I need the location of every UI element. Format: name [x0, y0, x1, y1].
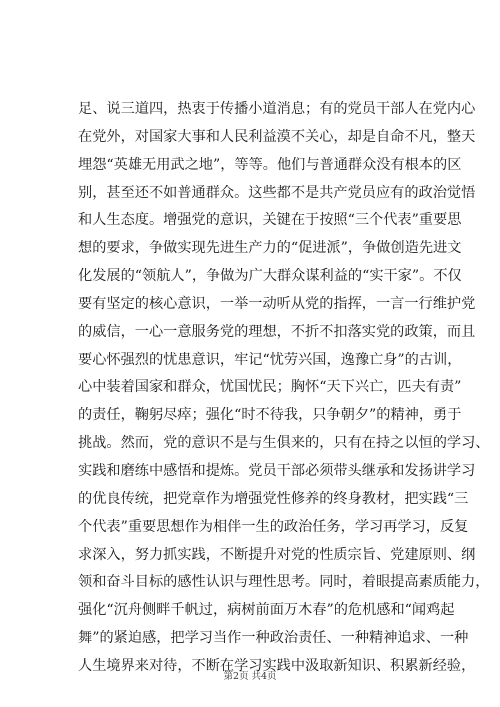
text-line: 想的要求，争做实现先进生产力的“促进派”，争做创造先进文: [78, 240, 462, 257]
text-line: 埋怨“英雄无用武之地”，等等。他们与普通群众没有根本的区: [78, 156, 462, 173]
text-line: 要有坚定的核心意识，一举一动听从党的指挥，一言一行维护党: [78, 295, 476, 312]
text-line: 在党外，对国家大事和人民利益漠不关心，却是自命不凡，整天: [78, 128, 476, 145]
text-line: 要心怀强烈的忧患意识，牢记“忧劳兴国，逸豫亡身”的古训，: [78, 351, 462, 368]
text-line: 的威信，一心一意服务党的理想，不折不扣落实党的政策，而且: [78, 323, 476, 340]
text-line: 舞”的紧迫感，把学习当作一种政治责任、一种精神追求、一种: [78, 630, 469, 647]
text-line: 别，甚至还不如普通群众。这些都不是共产党员应有的政治觉悟: [78, 184, 476, 201]
text-line: 强化“沉舟侧畔千帆过，病树前面万木春”的危机感和“闻鸡起: [78, 602, 455, 619]
text-line: 实践和磨练中感悟和提炼。党员干部必须带头继承和发扬讲学习: [78, 462, 476, 479]
text-line: 的责任，鞠躬尽瘁；强化“时不待我，只争朝夕”的精神，勇于: [78, 407, 462, 424]
text-line: 人生境界来对待，不断在学习实践中汲取新知识、积累新经验，: [78, 657, 476, 674]
text-line: 化发展的“领航人”，争做为广大群众谋利益的“实干家”。不仅: [78, 268, 462, 285]
text-line: 领和奋斗目标的感性认识与理性思考。同时，着眼提高素质能力，: [78, 574, 490, 591]
text-line: 个代表”重要思想作为相伴一生的政治任务，学习再学习，反复: [78, 518, 469, 535]
text-line: 和人生态度。增强党的意识，关键在于按照“三个代表”重要思: [78, 212, 462, 229]
text-line: 的优良传统，把党章作为增强党性修养的终身教材，把实践“三: [78, 490, 469, 507]
text-line: 心中装着国家和群众，忧国忧民；胸怀“天下兴亡，匹夫有责”: [78, 379, 462, 396]
text-line: 求深入，努力抓实践，不断提升对党的性质宗旨、党建原则、纲: [78, 546, 476, 563]
text-line: 挑战。然而，党的意识不是与生俱来的，只有在持之以恒的学习、: [78, 435, 490, 452]
page-number-footer: 第2页 共4页: [223, 671, 277, 682]
body-text: [78, 96, 490, 681]
text-line: 足、说三道四，热衷于传播小道消息；有的党员干部人在党内心: [78, 101, 476, 117]
